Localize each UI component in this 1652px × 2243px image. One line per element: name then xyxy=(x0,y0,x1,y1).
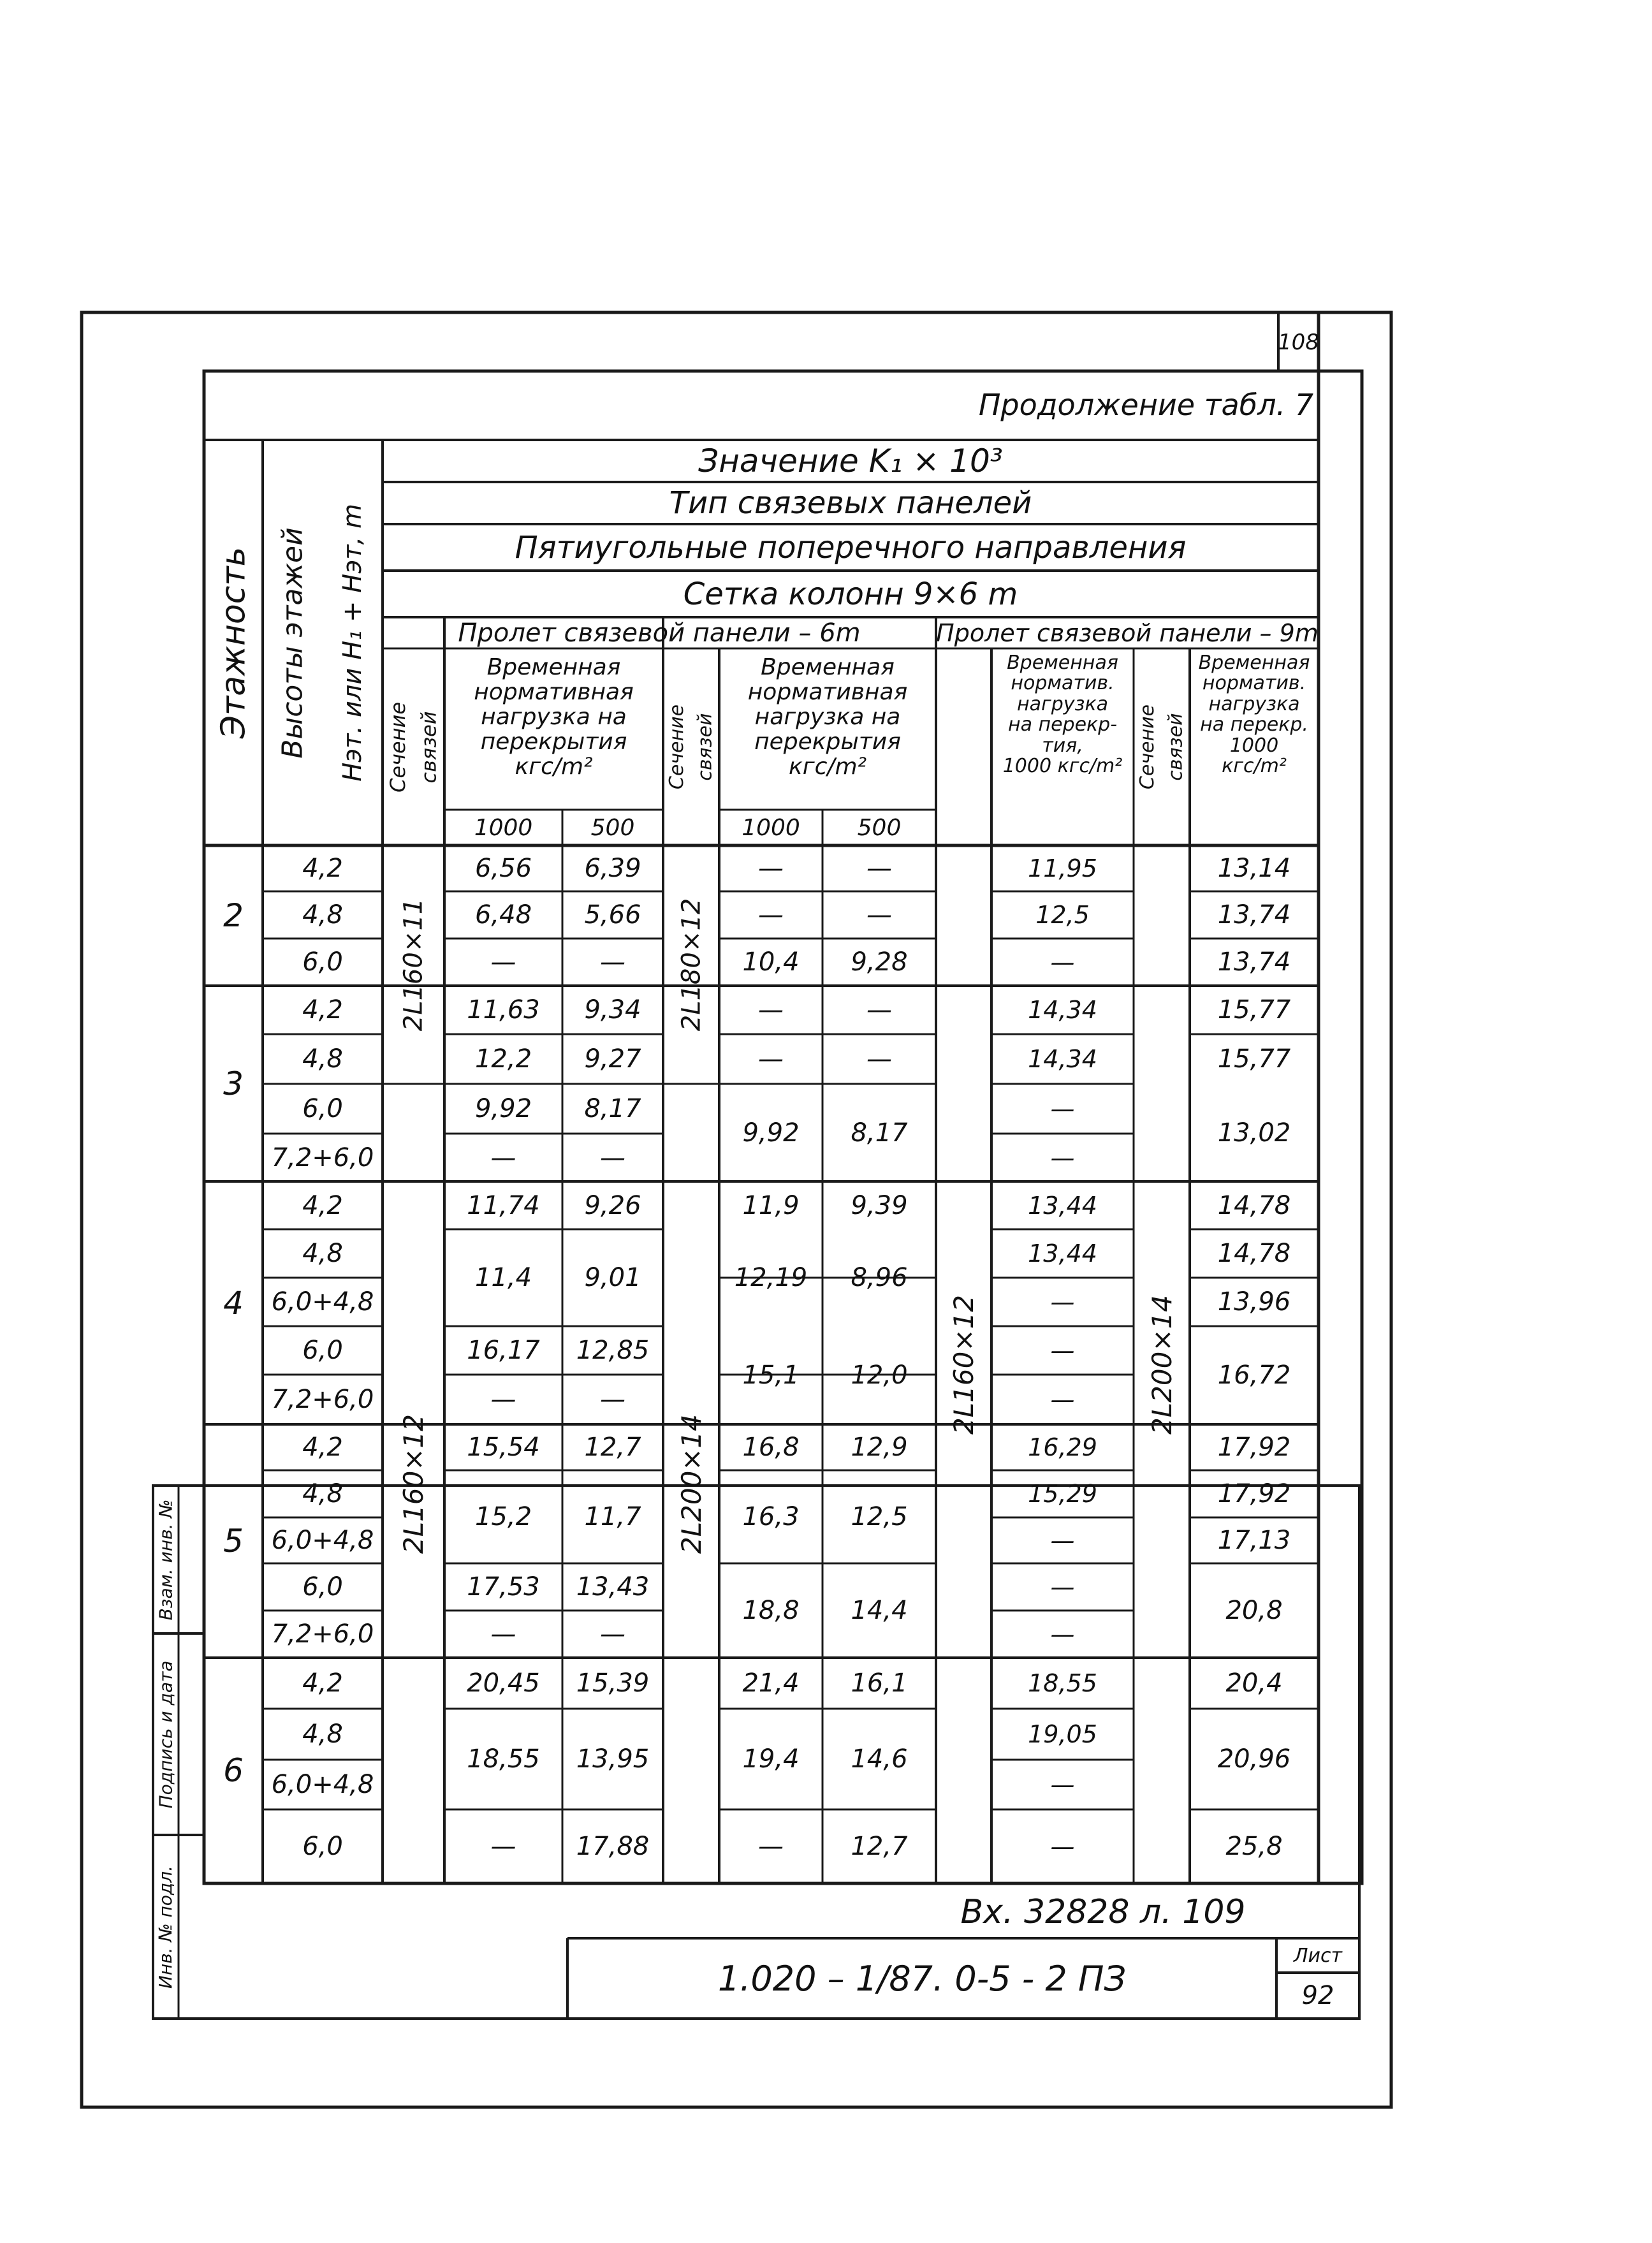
storey-cell: 6 xyxy=(223,1752,244,1789)
table-cell: — xyxy=(758,1044,784,1074)
table-cell: 16,8 xyxy=(742,1433,800,1462)
load6-header-a: Временная нормативная нагрузка на перекрытия кгс/m² xyxy=(474,654,634,780)
table-cell: 9,26 xyxy=(584,1190,641,1220)
sheet-label: Лист xyxy=(1293,1944,1343,1967)
table-cell: 7,2+6,0 xyxy=(271,1619,374,1649)
value-header: Значение K₁ × 10³ xyxy=(698,442,1003,479)
table-cell: — xyxy=(1050,1143,1075,1172)
section-label-2: 2L160×12 xyxy=(398,1414,430,1554)
table-cell: 17,92 xyxy=(1217,1433,1291,1462)
stamp-replaced-inv: Взам. инв. № xyxy=(155,1498,177,1621)
table-cell: 4,8 xyxy=(302,900,343,930)
table-cell: — xyxy=(490,1619,516,1649)
table-cell: 8,96 xyxy=(851,1263,908,1292)
table-cell: 9,28 xyxy=(851,947,908,977)
table-cell: — xyxy=(1050,948,1075,976)
table-cell: 9,92 xyxy=(474,1094,532,1123)
section-label-3: 2L180×12 xyxy=(676,898,706,1032)
table-cell: — xyxy=(490,1385,516,1414)
section-label-4: 2L200×14 xyxy=(675,1414,707,1554)
table-cell: 6,0 xyxy=(302,1094,343,1123)
load9-header-d: Временная норматив. нагрузка на перекр. 1000 кгс/m² xyxy=(1198,652,1310,777)
table-cell: 9,27 xyxy=(584,1044,641,1074)
table-cell: 6,39 xyxy=(584,854,641,883)
table-cell: — xyxy=(1050,1385,1075,1414)
table-cell: 11,63 xyxy=(467,995,540,1025)
incoming-ref: Вх. 32828 л. 109 xyxy=(960,1893,1246,1931)
table-cell: — xyxy=(866,854,892,883)
table-cell: — xyxy=(490,1143,516,1173)
table-cell: 12,2 xyxy=(474,1044,532,1074)
table-cell: — xyxy=(866,995,892,1025)
table-cell: 11,9 xyxy=(742,1190,800,1220)
table-cell: 9,01 xyxy=(584,1263,641,1292)
table-cell: 18,55 xyxy=(467,1744,540,1774)
table-cell: — xyxy=(1050,1620,1075,1648)
table-cell: 6,48 xyxy=(474,900,532,930)
table-cell: 15,77 xyxy=(1217,995,1291,1025)
table-cell: 6,0 xyxy=(302,1336,343,1365)
table-cell: 13,43 xyxy=(576,1572,650,1602)
heights-header-line2: Hэт. или H₁ + Hэт, m xyxy=(338,504,368,782)
table-cell: 13,44 xyxy=(1028,1239,1097,1268)
table-cell: 20,45 xyxy=(467,1669,540,1698)
table-cell: 25,8 xyxy=(1225,1832,1283,1861)
direction-header: Пятиугольные поперечного направления xyxy=(515,529,1187,566)
table-cell: 13,44 xyxy=(1028,1191,1097,1220)
table-cell: — xyxy=(1050,1288,1075,1316)
table-cell: 12,5 xyxy=(1035,901,1090,929)
table-cell: 13,74 xyxy=(1217,947,1291,977)
table-cell: 6,0+4,8 xyxy=(271,1526,374,1555)
table-cell: 4,8 xyxy=(302,1720,343,1749)
table-cell: 9,92 xyxy=(742,1118,800,1148)
table-cell: — xyxy=(1050,1832,1075,1860)
stamp-signature-date: Подпись и дата xyxy=(155,1660,177,1808)
sub-1000-a: 1000 xyxy=(474,814,533,841)
table-cell: 12,85 xyxy=(576,1336,650,1365)
table-cell: — xyxy=(1050,1095,1075,1123)
table-cell: 14,78 xyxy=(1217,1239,1291,1268)
table-cell: 4,2 xyxy=(302,1190,343,1220)
storey-cell: 5 xyxy=(223,1523,244,1560)
table-cell: 17,88 xyxy=(576,1832,650,1861)
table-cell: 6,56 xyxy=(474,854,532,883)
table-cell: 13,74 xyxy=(1217,900,1291,930)
table-cell: 18,8 xyxy=(742,1596,800,1625)
table-cell: 17,13 xyxy=(1217,1526,1291,1555)
table-cell: 15,39 xyxy=(576,1669,650,1698)
table-cell: 12,9 xyxy=(851,1433,908,1462)
load9-header-c: Временная норматив. нагрузка на перекр- тия, 1000 кгс/m² xyxy=(1002,652,1123,777)
storey-cell: 2 xyxy=(223,897,244,934)
table-cell: 9,39 xyxy=(851,1190,908,1220)
span6-header: Пролет связевой панели – 6m xyxy=(458,618,861,648)
table-cell: 12,7 xyxy=(851,1832,908,1861)
section-label-6: 2L200×14 xyxy=(1146,1294,1178,1435)
sub-500-b: 500 xyxy=(857,814,902,841)
table-cell: 7,2+6,0 xyxy=(271,1143,374,1173)
sheet-number: 92 xyxy=(1301,1981,1334,2010)
table-cell: 13,95 xyxy=(576,1744,650,1774)
table-cell: 13,02 xyxy=(1217,1118,1291,1148)
table-cell: 10,4 xyxy=(742,947,800,977)
table-cell: — xyxy=(758,995,784,1025)
load6-header-b: Временная нормативная нагрузка на перекрытия кгс/m² xyxy=(747,654,908,780)
heights-header-line1: Высоты этажей xyxy=(276,527,309,759)
table-cell: — xyxy=(600,1619,625,1649)
table-cell: 15,54 xyxy=(467,1433,540,1462)
table-cell: 4,2 xyxy=(302,1433,343,1462)
table-cell: 20,8 xyxy=(1225,1596,1283,1625)
table-cell: — xyxy=(600,1143,625,1173)
table-cell: — xyxy=(1050,1526,1075,1554)
table-cell: — xyxy=(758,900,784,930)
table-cell: 12,0 xyxy=(851,1361,908,1390)
table-cell: 18,55 xyxy=(1028,1669,1097,1697)
table-cell: 5,66 xyxy=(584,900,641,930)
table-cell: 14,4 xyxy=(851,1596,908,1625)
table-cell: 6,0+4,8 xyxy=(271,1287,374,1317)
table-cell: 11,4 xyxy=(474,1263,532,1292)
table-cell: 14,6 xyxy=(851,1744,908,1774)
table-cell: 17,53 xyxy=(467,1572,540,1602)
table-cell: 15,29 xyxy=(1028,1480,1097,1508)
table-cell: 4,2 xyxy=(302,1669,343,1698)
panel-type-header: Тип связевых панелей xyxy=(669,485,1032,521)
table-cell: 16,17 xyxy=(467,1336,540,1365)
continuation-label: Продолжение табл. 7 xyxy=(978,388,1313,422)
table-cell: — xyxy=(866,900,892,930)
table-cell: — xyxy=(866,1044,892,1074)
table-cell: — xyxy=(600,1385,625,1414)
table-cell: — xyxy=(1050,1771,1075,1799)
table-cell: 20,4 xyxy=(1225,1669,1283,1698)
table-cell: 6,0+4,8 xyxy=(271,1770,374,1799)
table-cell: — xyxy=(600,947,625,977)
table-cell: 13,14 xyxy=(1217,854,1291,883)
table-cell: — xyxy=(758,854,784,883)
table-cell: 21,4 xyxy=(742,1669,800,1698)
table-cell: 19,4 xyxy=(742,1744,800,1774)
table-cell: 6,0 xyxy=(302,1572,343,1602)
storey-cell: 4 xyxy=(223,1284,244,1322)
span9-header: Пролет связевой панели – 9m xyxy=(936,618,1319,647)
sub-500-a: 500 xyxy=(590,814,635,841)
section-header-b1: Сечение xyxy=(666,704,689,790)
table-cell: — xyxy=(490,1832,516,1861)
grid-header: Сетка колонн 9×6 m xyxy=(683,576,1018,612)
table-cell: 14,34 xyxy=(1028,996,1097,1024)
table-cell: 15,2 xyxy=(474,1502,532,1531)
table-cell: 12,19 xyxy=(734,1263,808,1292)
section-header-d2: связей xyxy=(1164,713,1187,781)
table-cell: 8,17 xyxy=(851,1118,908,1148)
table-cell: 6,0 xyxy=(302,1832,343,1861)
sub-1000-b: 1000 xyxy=(742,814,800,841)
table-cell: 15,77 xyxy=(1217,1044,1291,1074)
table-cell: 16,3 xyxy=(742,1502,800,1531)
page-number: 108 xyxy=(1278,330,1319,355)
table-cell: 4,2 xyxy=(302,995,343,1025)
table-cell: 16,72 xyxy=(1217,1361,1291,1390)
stamp-inv-original: Инв. № подл. xyxy=(155,1865,177,1989)
table-cell: 11,95 xyxy=(1028,854,1097,882)
table-cell: — xyxy=(490,947,516,977)
table-cell: 13,96 xyxy=(1217,1287,1291,1317)
section-header-b2: связей xyxy=(694,713,717,781)
table-cell: 11,74 xyxy=(467,1190,540,1220)
table-cell: 9,34 xyxy=(584,995,641,1025)
table-cell: 15,1 xyxy=(742,1361,800,1390)
table-cell: 6,0 xyxy=(302,947,343,977)
section-label-5: 2L160×12 xyxy=(948,1294,980,1435)
table-cell: 17,92 xyxy=(1217,1479,1291,1509)
table-cell: 4,2 xyxy=(302,854,343,883)
table-cell: 14,78 xyxy=(1217,1190,1291,1220)
table-cell: 19,05 xyxy=(1028,1720,1097,1748)
table-cell: — xyxy=(758,1832,784,1861)
table-cell: 7,2+6,0 xyxy=(271,1385,374,1414)
storey-cell: 3 xyxy=(223,1065,244,1102)
table-cell: 8,17 xyxy=(584,1094,641,1123)
table-cell: 11,7 xyxy=(584,1502,641,1531)
table-cell: 14,34 xyxy=(1028,1045,1097,1073)
document-code: 1.020 – 1/87. 0-5 - 2 ПЗ xyxy=(717,1958,1127,1999)
storeys-header: Этажность xyxy=(214,546,252,739)
section-header-d1: Сечение xyxy=(1136,704,1159,790)
table-cell: 16,1 xyxy=(851,1669,908,1698)
table-cell: 12,5 xyxy=(851,1502,908,1531)
section-label-1: 2L160×11 xyxy=(398,898,428,1032)
table-cell: 4,8 xyxy=(302,1044,343,1074)
table-cell: — xyxy=(1050,1336,1075,1364)
table-cell: — xyxy=(1050,1573,1075,1601)
table-cell: 16,29 xyxy=(1028,1433,1097,1461)
table-cell: 4,8 xyxy=(302,1239,343,1268)
table-cell: 12,7 xyxy=(584,1433,641,1462)
table-cell: 4,8 xyxy=(302,1479,343,1509)
section-header-a2: связей xyxy=(416,710,441,784)
table-cell: 20,96 xyxy=(1217,1744,1291,1774)
section-header-a1: Сечение xyxy=(386,701,410,793)
